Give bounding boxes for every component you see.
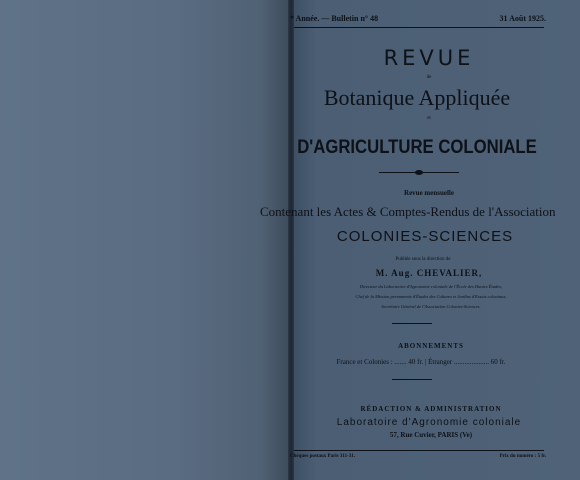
title-et: et bbox=[427, 116, 431, 121]
header-bulletin: * Année. — Bulletin n° 48 bbox=[290, 14, 379, 23]
header-rule bbox=[294, 27, 544, 28]
ornament-divider bbox=[379, 172, 459, 176]
abonnements-tarifs: France et Colonies : ....... 40 fr. | Étranger .................... 60 fr. bbox=[336, 358, 506, 366]
footer-cheques: Chèques postaux Paris 311-31. bbox=[290, 454, 356, 459]
footer-prix: Prix du numéro : 5 fr. bbox=[499, 454, 546, 459]
title-de: de bbox=[426, 75, 432, 80]
footer-rule bbox=[294, 450, 544, 451]
subtitle-colonies-sciences: COLONIES-SCIENCES bbox=[336, 228, 514, 245]
title-botanique: Botanique Appliquée bbox=[323, 85, 511, 110]
director-name: M. Aug. CHEVALIER, bbox=[375, 268, 483, 278]
title-agriculture: D'AGRICULTURE COLONIALE bbox=[297, 137, 537, 158]
redaction-labo: Laboratoire d'Agronomie coloniale bbox=[336, 417, 522, 428]
director-title-2: Chef de la Mission permanente d'Études des Cultures et Jardins d'Essais coloniaux, bbox=[355, 294, 507, 299]
cover-page bbox=[260, 0, 580, 480]
divider-rule bbox=[392, 379, 432, 380]
header-date: 31 Août 1925. bbox=[499, 14, 546, 23]
subtitle-mensuelle: Revue mensuelle bbox=[404, 189, 454, 197]
director-title-1: Directeur du Laboratoire d'Agronomie coloniale de l'École des Hautes Études, bbox=[359, 284, 503, 289]
abonnements-heading: ABONNEMENTS bbox=[398, 342, 464, 350]
director-title-3: Secrétaire Général de l'Association Colonies-Sciences. bbox=[381, 304, 481, 309]
redaction-heading: RÉDACTION & ADMINISTRATION bbox=[360, 405, 502, 413]
direction-intro: Publiée sous la direction de bbox=[395, 257, 451, 262]
divider-rule bbox=[392, 323, 432, 324]
subtitle-contenant: Contenant les Actes & Comptes-Rendus de l'Association bbox=[260, 204, 556, 219]
redaction-adresse: 57, Rue Cuvier, PARIS (Ve) bbox=[389, 431, 473, 439]
title-revue: REVUE bbox=[383, 46, 475, 70]
